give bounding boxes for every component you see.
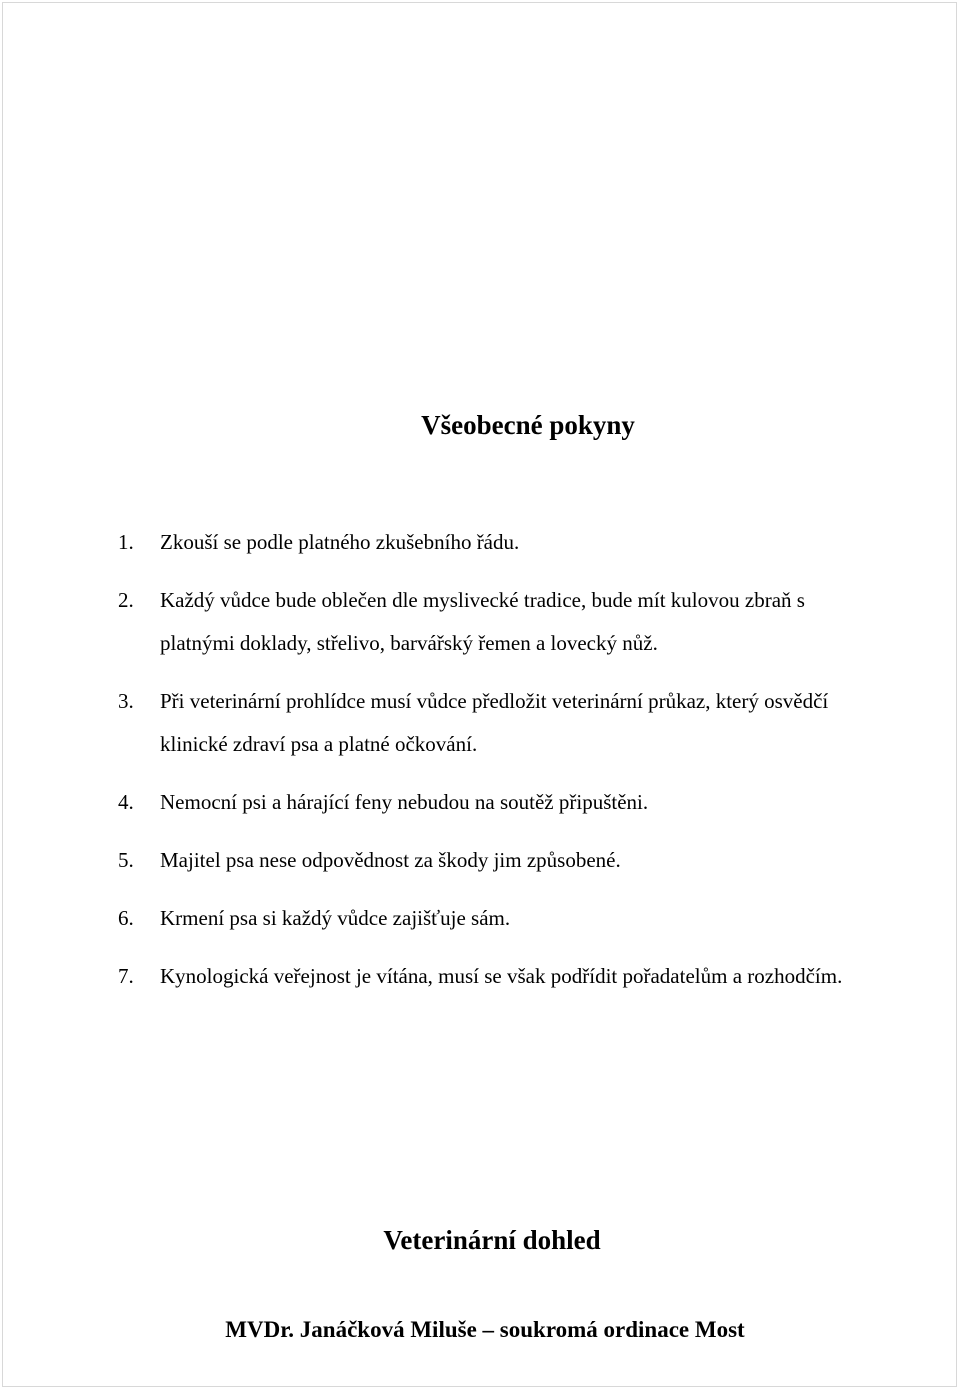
rule-number: 7.	[118, 964, 134, 988]
vet-section-title: Veterinární dohled	[383, 1225, 601, 1255]
rule-item	[118, 579, 858, 665]
page-title: Všeobecné pokyny	[421, 410, 635, 440]
rule-number: 4.	[118, 790, 134, 814]
rule-text: Nemocní psi a hárající feny nebudou na soutěž připuštěni.	[160, 790, 649, 814]
rule-item	[118, 521, 858, 564]
rule-text: Při veterinární prohlídce musí vůdce předložit veterinární průkaz, který osvědčí klinické zdraví psa a platné očkování.	[160, 689, 829, 756]
rule-number: 5.	[118, 848, 134, 872]
rule-number: 6.	[118, 906, 134, 930]
rule-item	[118, 897, 858, 940]
rule-number: 1.	[118, 530, 134, 554]
rule-item	[118, 680, 858, 766]
rules-list	[118, 521, 858, 1013]
rule-number: 2.	[118, 588, 134, 612]
rule-text: Majitel psa nese odpovědnost za škody jim způsobené.	[160, 848, 621, 872]
vet-name: MVDr. Janáčková Miluše – soukromá ordinace Most	[225, 1317, 745, 1342]
rule-item	[118, 781, 858, 824]
rule-item	[118, 839, 858, 882]
rule-item	[118, 955, 858, 998]
rule-number: 3.	[118, 689, 134, 713]
rule-text: Zkouší se podle platného zkušebního řádu.	[160, 530, 520, 554]
rule-text: Každý vůdce bude oblečen dle myslivecké tradice, bude mít kulovou zbraň s platnými doklady, střelivo, barvářský řemen a lovecký nůž.	[160, 588, 805, 655]
rule-text: Kynologická veřejnost je vítána, musí se však podřídit pořadatelům a rozhodčím.	[160, 964, 843, 988]
rule-text: Krmení psa si každý vůdce zajišťuje sám.	[160, 906, 511, 930]
